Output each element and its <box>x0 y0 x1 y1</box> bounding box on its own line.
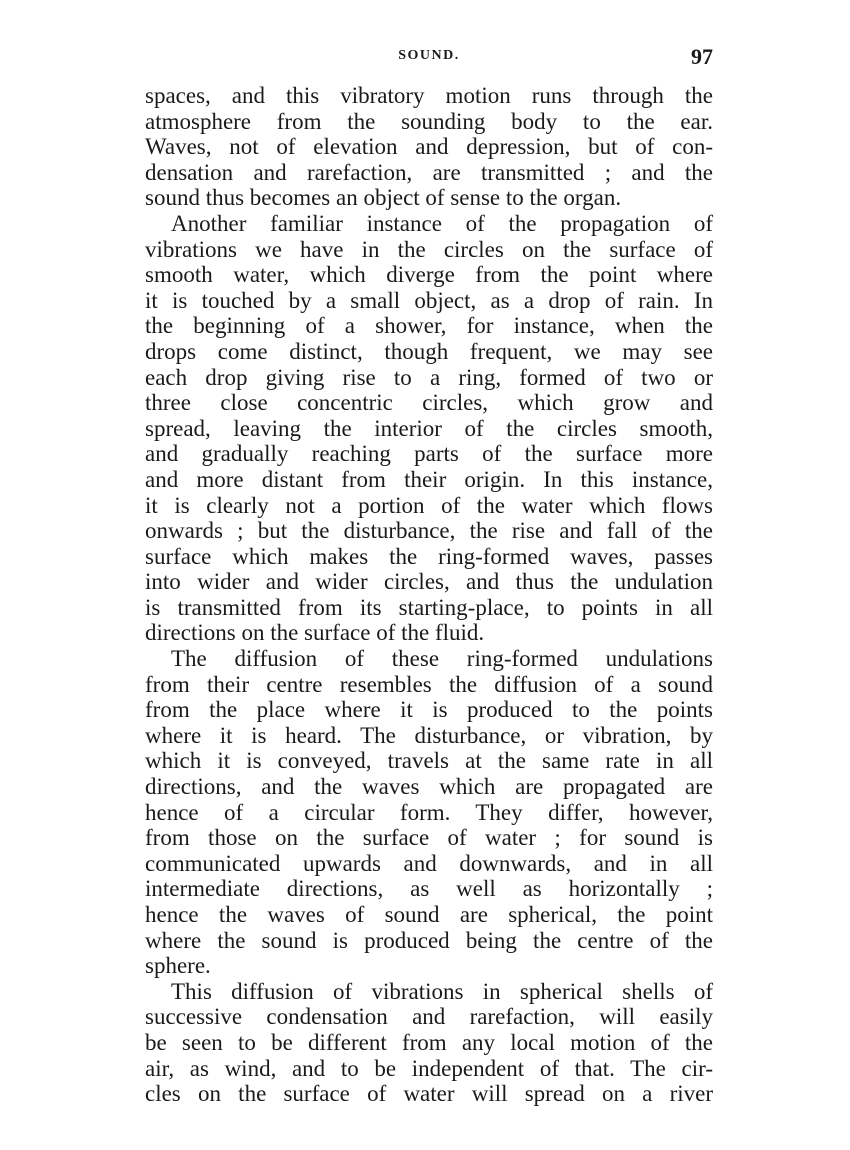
text-line: and more distant from their origin. In this instance, <box>145 466 713 492</box>
text-line: from those on the surface of water ; for sound is <box>145 825 713 851</box>
text-line: air, as wind, and to be independent of that. The cir- <box>145 1055 713 1081</box>
text-line: successive condensation and rarefaction, will easily <box>145 1004 713 1030</box>
text-line: This diffusion of vibrations in spherical shells of <box>171 978 713 1004</box>
text-line: be seen to be different from any local motion of the <box>145 1029 713 1055</box>
text-line: Another familiar instance of the propagation of <box>171 210 713 236</box>
text-line: cles on the surface of water will spread on a river <box>145 1081 713 1107</box>
text-line: atmosphere from the sounding body to the ear. <box>145 108 713 134</box>
text-line: sound thus becomes an object of sense to the organ. <box>145 185 622 211</box>
text-line: intermediate directions, as well as horizontally ; <box>145 876 713 902</box>
text-line: is transmitted from its starting-place, to points in all <box>145 594 713 620</box>
text-line: spaces, and this vibratory motion runs through the <box>145 83 713 108</box>
text-line: and gradually reaching parts of the surface more <box>145 441 713 467</box>
text-line: directions, and the waves which are propagated are <box>145 774 713 800</box>
text-line: hence the waves of sound are spherical, the point <box>145 902 713 927</box>
text-line: sphere. <box>145 953 211 979</box>
text-line: directions on the surface of the fluid. <box>145 620 485 646</box>
text-line: Waves, not of elevation and depression, but of con- <box>145 134 713 160</box>
text-line: from the place where it is produced to the points <box>145 697 713 723</box>
text-line: drops come distinct, though frequent, we may see <box>145 338 713 364</box>
text-line: which it is conveyed, travels at the same rate in all <box>145 748 713 774</box>
text-line: each drop giving rise to a ring, formed of two or <box>145 364 713 390</box>
text-line: it is clearly not a portion of the water which flows <box>145 492 713 518</box>
running-title: SOUND. <box>398 48 460 63</box>
text-line: communicated upwards and downwards, and in all <box>145 850 713 876</box>
text-line: from their centre resembles the diffusion of a sound <box>145 671 713 697</box>
text-line: where the sound is produced being the centre of the <box>145 927 713 953</box>
text-line: surface which makes the ring-formed waves, passes <box>145 543 713 569</box>
text-line: three close concentric circles, which grow and <box>145 390 713 416</box>
text-line: hence of a circular form. They differ, however, <box>145 799 713 825</box>
text-line: spread, leaving the interior of the circles smooth, <box>145 415 713 441</box>
text-line: densation and rarefaction, are transmitted ; and the <box>145 159 713 185</box>
page-number: 97 <box>691 44 713 69</box>
body-text <box>145 83 713 1107</box>
text-line: into wider and wider circles, and thus the undulation <box>145 569 713 595</box>
text-line: vibrations we have in the circles on the surface of <box>145 236 713 262</box>
running-head <box>145 44 713 74</box>
text-line: The diffusion of these ring-formed undulations <box>171 646 713 672</box>
text-line: where it is heard. The disturbance, or vibration, by <box>145 722 713 748</box>
text-line: the beginning of a shower, for instance, when the <box>145 313 713 339</box>
text-line: onwards ; but the disturbance, the rise and fall of the <box>145 518 713 544</box>
text-line: it is touched by a small object, as a drop of rain. In <box>145 287 713 313</box>
text-line: smooth water, which diverge from the point where <box>145 262 713 288</box>
